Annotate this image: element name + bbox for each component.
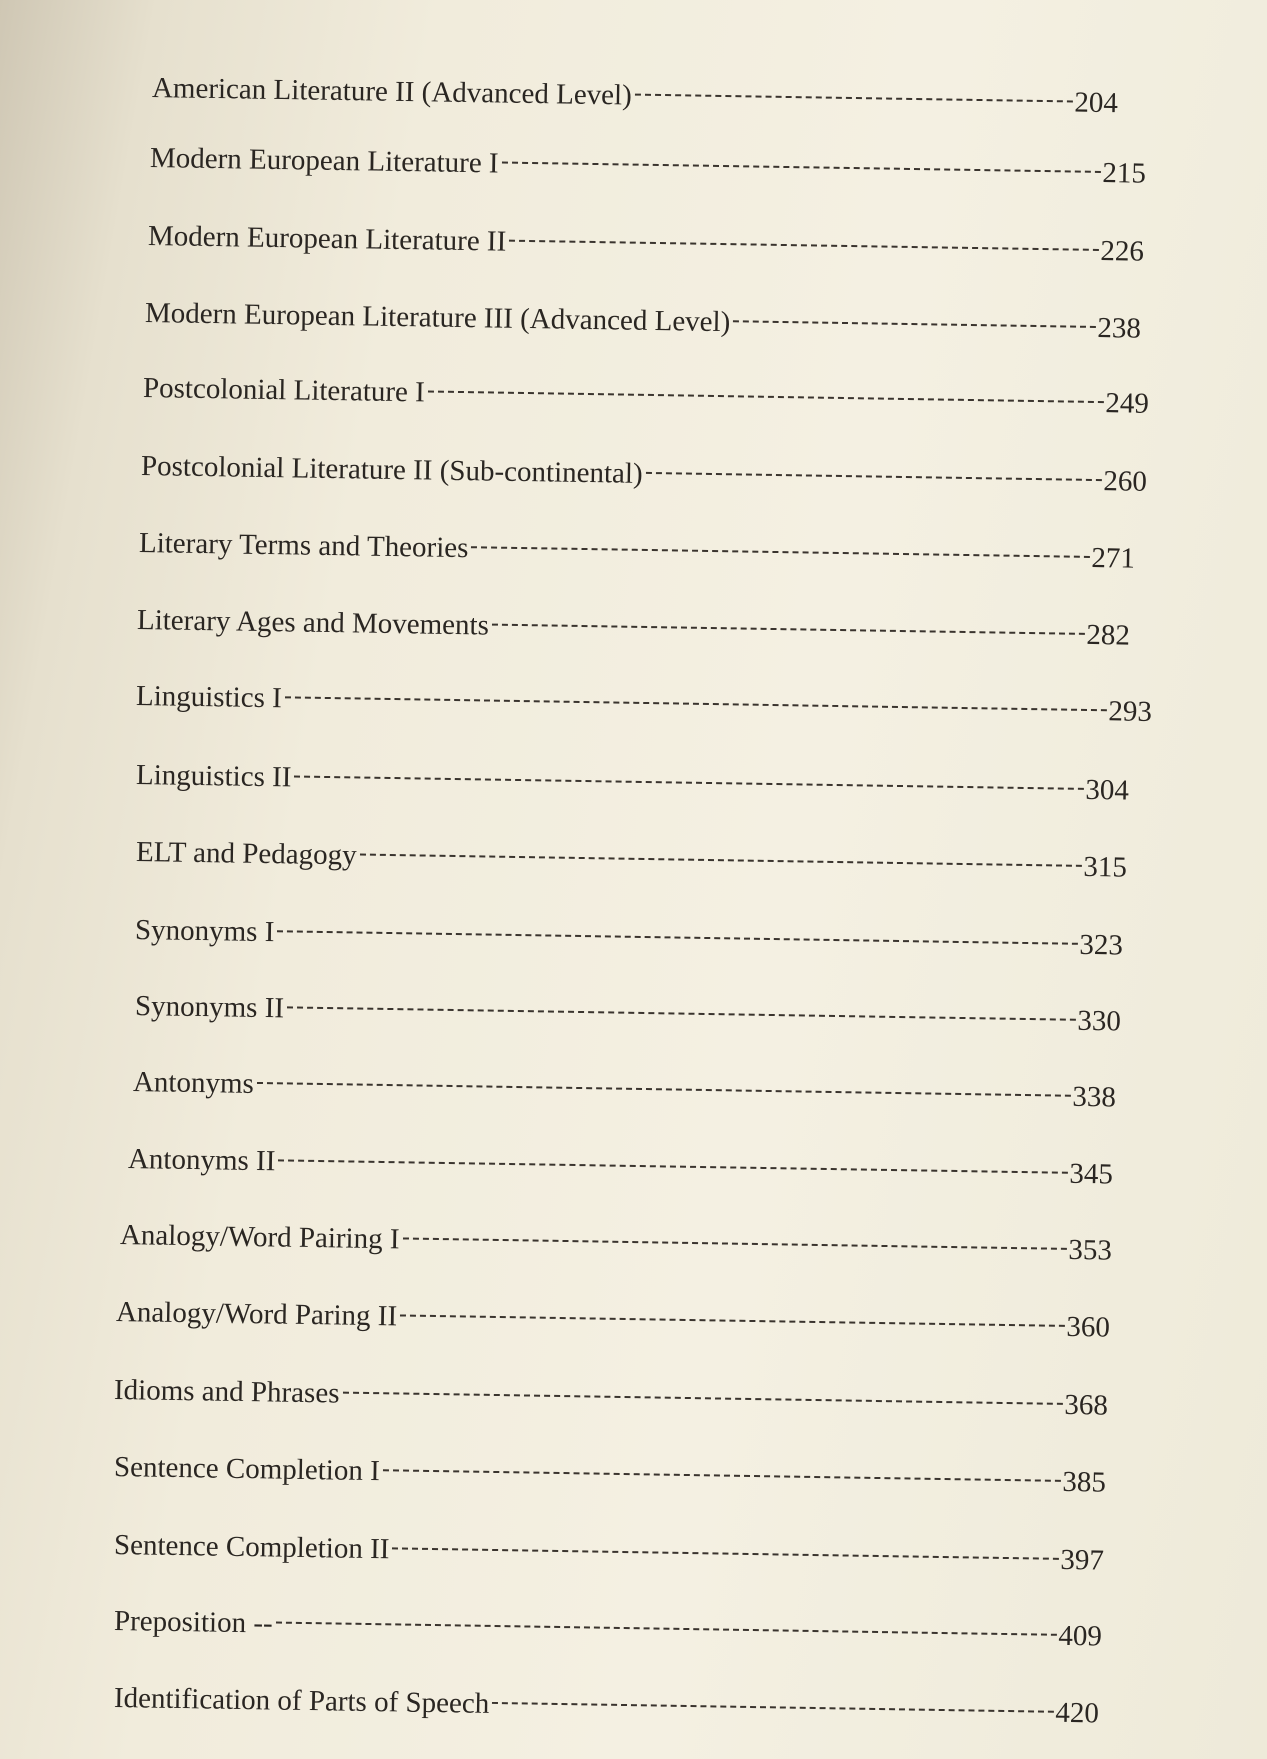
toc-entry (152, 70, 1118, 121)
toc-entry (135, 988, 1121, 1039)
dot-leader (383, 1469, 1061, 1482)
toc-entry (120, 1217, 1112, 1269)
toc-entry-title: Preposition -- (113, 1605, 273, 1640)
toc-entry-title: Identification of Parts of Speech (113, 1682, 490, 1720)
toc-entry-title: Sentence Completion I (113, 1451, 380, 1488)
dot-leader (276, 1622, 1057, 1636)
toc-entry (116, 1294, 1110, 1346)
toc-entry-page: 323 (1079, 928, 1124, 962)
toc-entry (137, 602, 1130, 654)
toc-entry (145, 295, 1141, 347)
toc-entry-title: Postcolonial Literature I (142, 372, 426, 409)
toc-entry-page: 353 (1068, 1233, 1113, 1267)
toc-entry (139, 525, 1135, 577)
toc-entry-page: 330 (1077, 1004, 1122, 1038)
dot-leader (277, 930, 1077, 945)
toc-entry-title: Modern European Literature III (Advanced Level) (144, 297, 731, 339)
toc-entry-title: Antonyms II (127, 1143, 276, 1178)
toc-entry-title: Analogy/Word Paring II (115, 1296, 398, 1333)
toc-entry-title: Modern European Literature I (149, 142, 499, 180)
toc-entry-page: 397 (1060, 1543, 1105, 1577)
toc-entry-page: 226 (1100, 234, 1145, 268)
toc-entry-title: Literary Ages and Movements (136, 604, 490, 642)
toc-entry-page: 385 (1062, 1465, 1107, 1499)
dot-leader (428, 390, 1104, 403)
toc-entry-page: 304 (1085, 773, 1130, 807)
toc-entry-page: 249 (1105, 387, 1150, 420)
toc-entry (114, 1680, 1099, 1731)
toc-entry (128, 1141, 1113, 1192)
toc-entry-page: 204 (1074, 86, 1119, 120)
dot-leader (635, 94, 1073, 103)
toc-entry-page: 293 (1108, 695, 1153, 728)
toc-entry-page: 368 (1064, 1388, 1109, 1422)
toc-entry (135, 912, 1123, 964)
toc-entry-title: Analogy/Word Pairing I (119, 1219, 400, 1256)
dot-leader (278, 1159, 1067, 1173)
dot-leader (257, 1082, 1071, 1097)
toc-entry-page: 360 (1066, 1310, 1111, 1344)
dot-leader (294, 775, 1083, 789)
toc-entry-page: 238 (1097, 311, 1142, 345)
toc-entry-title: American Literature II (Advanced Level) (151, 72, 633, 112)
dot-leader (285, 696, 1107, 711)
toc-entry-title: Linguistics I (135, 680, 283, 715)
dot-leader (733, 320, 1095, 328)
toc-entry (114, 1449, 1106, 1501)
toc-entry-page: 260 (1103, 465, 1148, 498)
dot-leader (502, 162, 1101, 173)
toc-entry (114, 1527, 1104, 1579)
toc-entry-title: Synonyms II (134, 990, 285, 1025)
toc-entry-page: 345 (1069, 1157, 1114, 1191)
toc-entry-title: Synonyms I (134, 914, 275, 949)
dot-leader (403, 1237, 1067, 1249)
toc-entry-title: Literary Terms and Theories (138, 527, 469, 565)
toc-entry-title: Sentence Completion II (113, 1529, 390, 1566)
dot-leader (471, 546, 1089, 558)
toc-entry (148, 218, 1144, 270)
toc-entry-page: 338 (1072, 1080, 1117, 1114)
dot-leader (287, 1006, 1075, 1020)
toc-entry-page: 271 (1091, 541, 1136, 575)
dot-leader (509, 240, 1098, 251)
toc-entry (143, 370, 1149, 422)
toc-entry-title: Postcolonial Literature II (Sub-continental) (140, 450, 643, 490)
toc-entry-page: 420 (1055, 1696, 1100, 1730)
toc-entry (114, 1372, 1108, 1424)
dot-leader (343, 1392, 1063, 1405)
toc-entry (141, 448, 1147, 500)
dot-leader (360, 854, 1082, 867)
toc-entry (114, 1603, 1102, 1655)
dot-leader (392, 1547, 1058, 1559)
toc-entry-page: 215 (1102, 156, 1147, 190)
toc-entry-title: Linguistics II (135, 759, 292, 794)
toc-entry (136, 757, 1129, 809)
toc-entry (136, 678, 1152, 730)
toc-entry-title: Modern European Literature II (147, 220, 507, 258)
toc-entry (150, 140, 1146, 192)
toc-entry-page: 409 (1058, 1619, 1103, 1653)
toc-entry (133, 1064, 1116, 1115)
toc-entry-page: 282 (1086, 618, 1131, 652)
toc-entry-page: 315 (1083, 850, 1128, 884)
toc-entry (136, 834, 1127, 886)
dot-leader (492, 624, 1085, 635)
toc-entry-title: ELT and Pedagogy (135, 836, 357, 872)
dot-leader (646, 472, 1102, 481)
toc-entry-title: Antonyms (132, 1066, 255, 1100)
toc-entry-title: Idioms and Phrases (113, 1374, 340, 1410)
dot-leader (492, 1702, 1053, 1713)
dot-leader (400, 1314, 1064, 1326)
